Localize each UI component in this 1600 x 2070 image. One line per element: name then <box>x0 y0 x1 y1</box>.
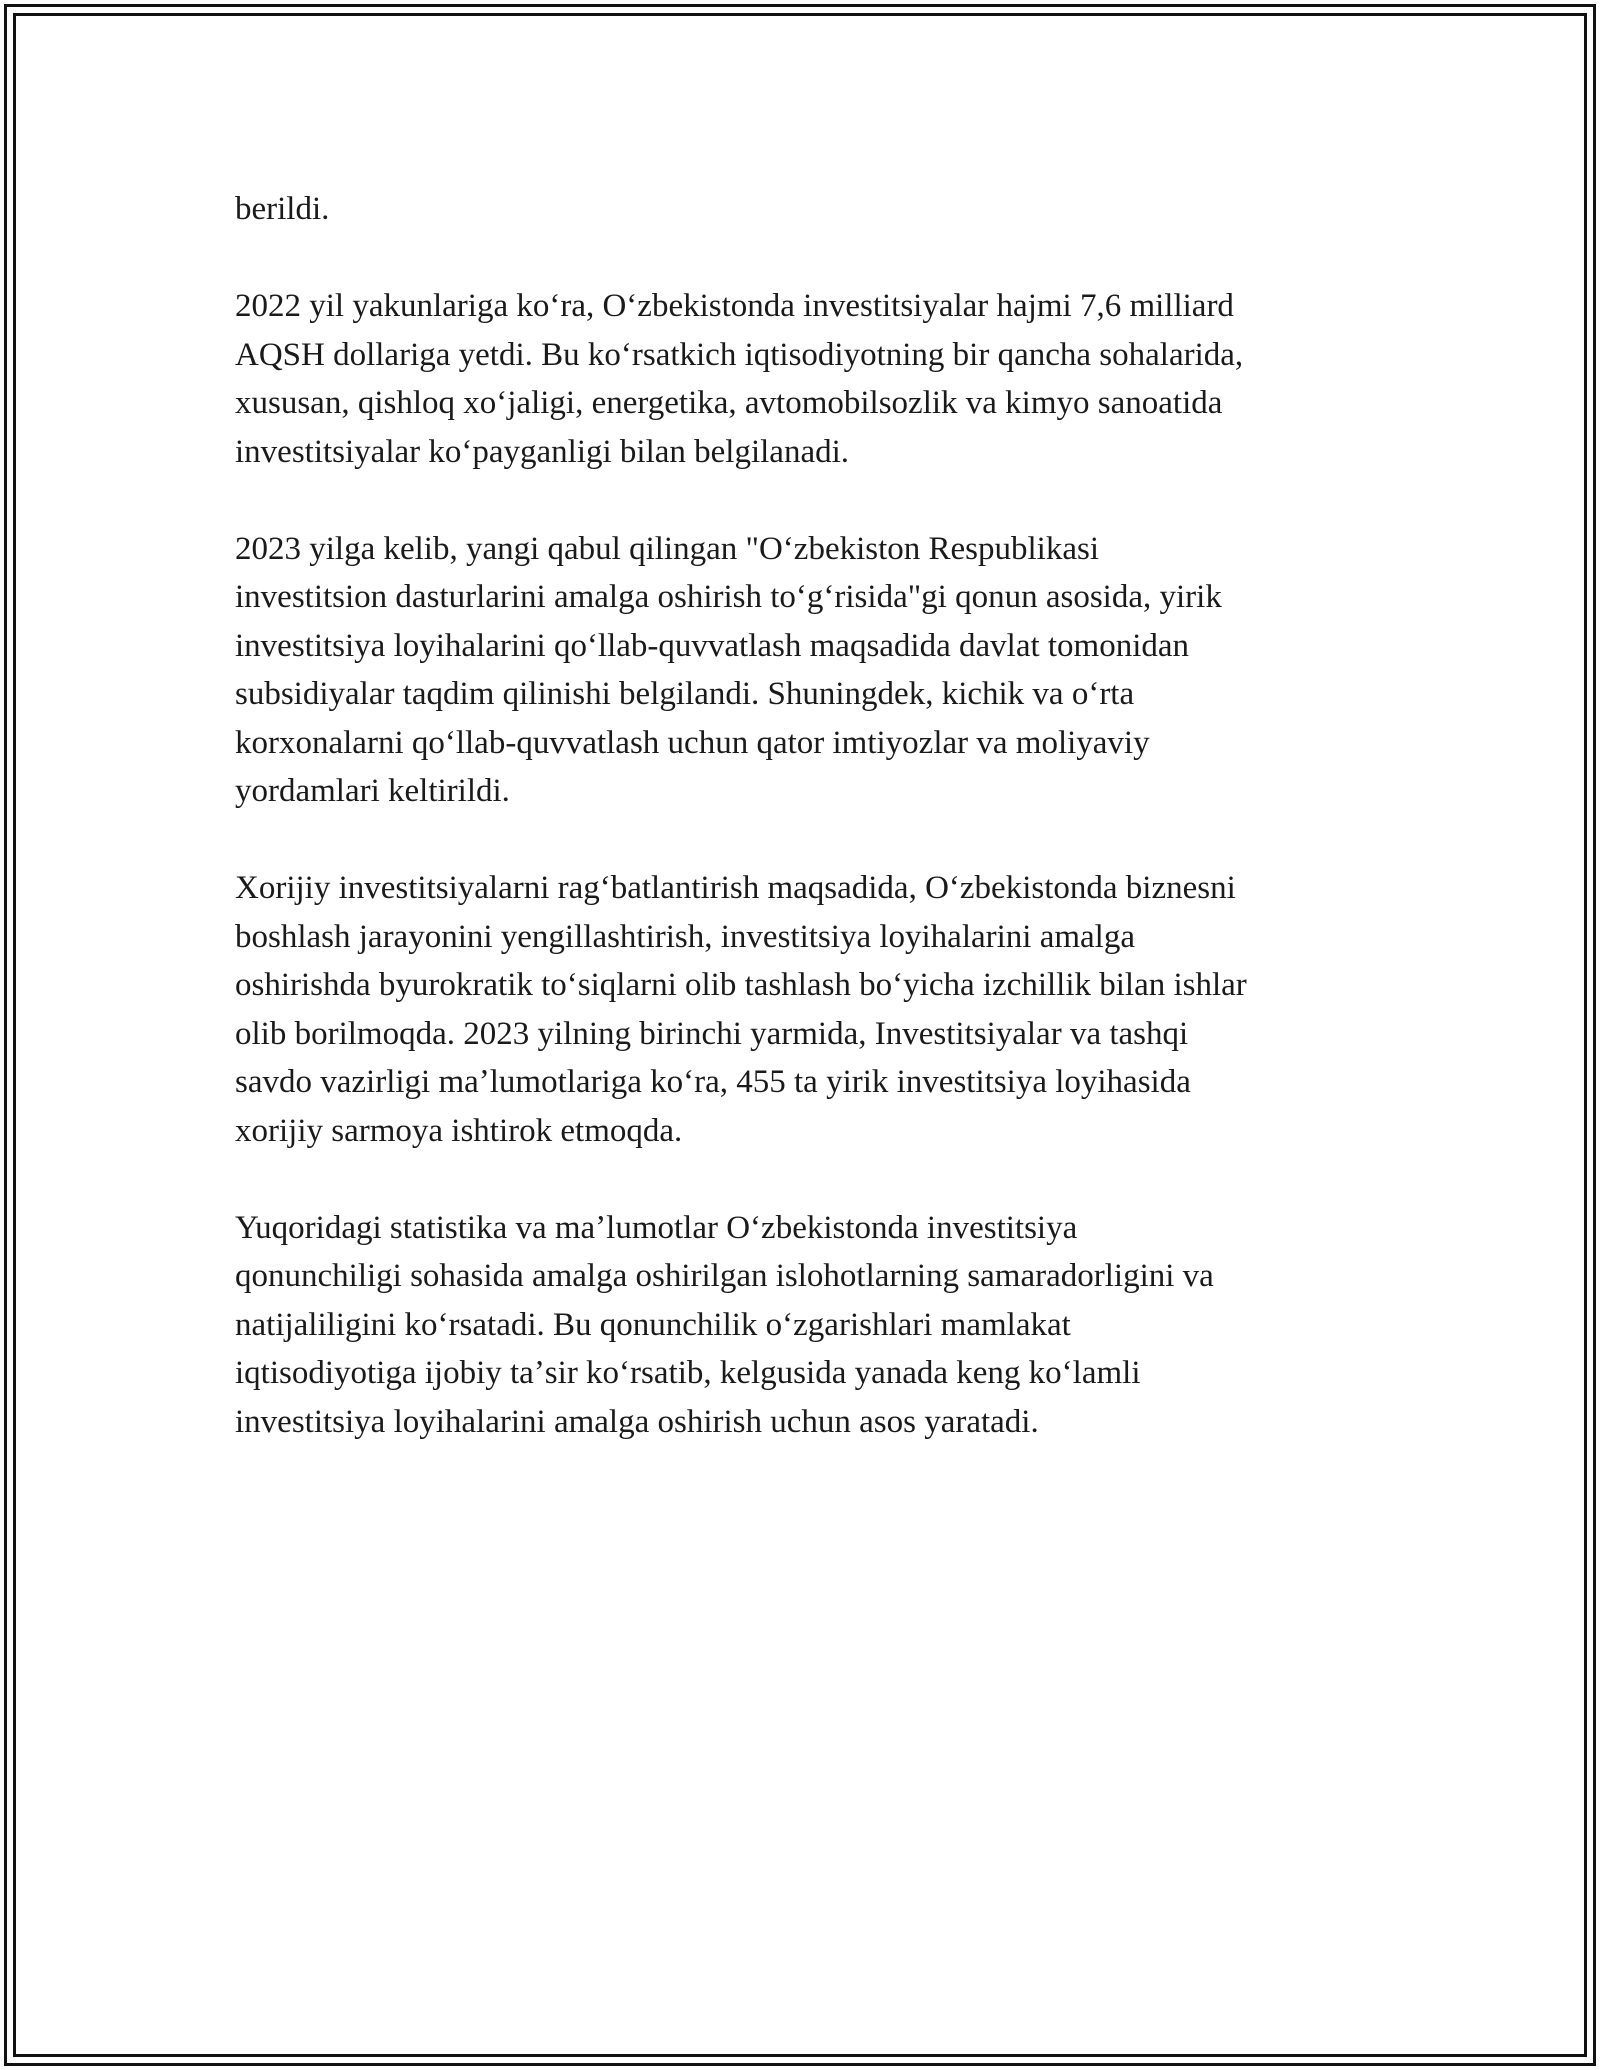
paragraph-conclusion: Yuqoridagi statistika va maʼlumotlar Oʻzbekistonda investitsiya qonunchiligi sohasida amalga oshirilgan islohotlarning samaradorligini va natijaliligini koʻrsatadi. Bu qonunchilik oʻzgarishlari mamlakat iqtisodiyotiga ijobiy taʼsir koʻrsatib, kelgusida yanada keng koʻlamli investitsiya loyihalarini amalga oshirish uchun asos yaratadi. <box>235 1209 1214 1440</box>
paragraph-investment-law-2023: 2023 yilga kelib, yangi qabul qilingan "Oʻzbekiston Respublikasi investitsion dasturlarini amalga oshirish toʻgʻrisida"gi qonun asosida, yirik investitsiya loyihalarini qoʻllab-quvvatlash maqsadida davlat tomonidan subsidiyalar taqdim qilinishi belgilandi. Shuningdek, kichik va oʻrta korxonalarni qoʻllab-quvvatlash uchun qator imtiyozlar va moliyaviy yordamlari keltirildi. <box>235 530 1222 809</box>
paragraph-continuation: berildi. <box>235 191 330 227</box>
document-body <box>235 185 1395 1495</box>
paragraph-foreign-investment: Xorijiy investitsiyalarni ragʻbatlantirish maqsadida, Oʻzbekistonda biznesni boshlash jarayonini yengillashtirish, investitsiya loyihalarini amalga oshirishda byurokratik toʻsiqlarni olib tashlash boʻyicha izchillik bilan ishlar olib borilmoqda. 2023 yilning birinchi yarmida, Investitsiyalar va tashqi savdo vazirligi maʼlumotlariga koʻra, 455 ta yirik investitsiya loyihasida xorijiy sarmoya ishtirok etmoqda. <box>235 870 1247 1149</box>
paragraph-investment-volume-2022: 2022 yil yakunlariga koʻra, Oʻzbekistonda investitsiyalar hajmi 7,6 milliard AQSH dollariga yetdi. Bu koʻrsatkich iqtisodiyotning bir qancha sohalarida, xususan, qishloq xoʻjaligi, energetika, avtomobilsozlik va kimyo sanoatida investitsiyalar koʻpayganligi bilan belgilanadi. <box>235 288 1244 470</box>
